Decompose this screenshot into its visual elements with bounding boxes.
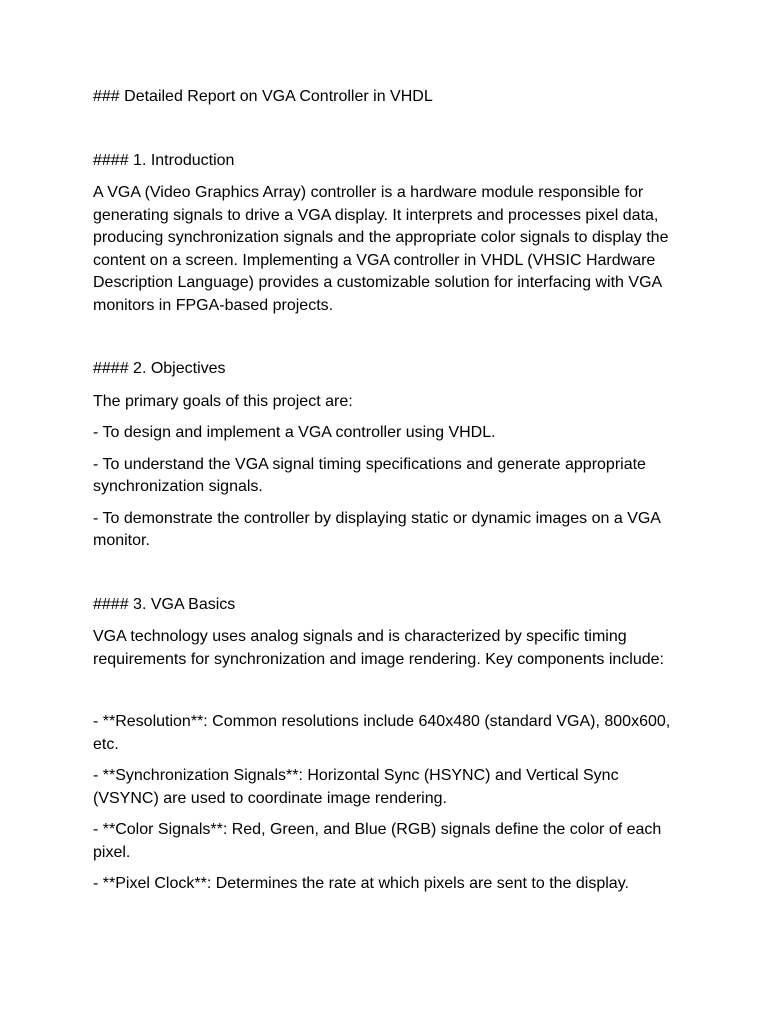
introduction-paragraph: A VGA (Video Graphics Array) controller is a hardware module responsible for generating signals to drive a VGA display. It interprets and processes pixel data, producing synchronization signals and the appropriate color signals to display the content on a screen. Implementing a VGA controller in VHDL (VHSIC Hardware Description Language) provides a customizable solution for interfacing with VGA monitors in FPGA-based projects.: [93, 184, 673, 314]
document-title: ### Detailed Report on VGA Controller in VHDL: [93, 88, 433, 105]
vga-basics-list-item: - **Synchronization Signals**: Horizontal Sync (HSYNC) and Vertical Sync (VSYNC) are used to coordinate image rendering.: [93, 767, 624, 807]
section-heading-introduction: #### 1. Introduction: [93, 151, 235, 169]
objectives-intro-paragraph: The primary goals of this project are:: [93, 392, 353, 410]
vga-basics-list-item: - **Color Signals**: Red, Green, and Blue (RGB) signals define the color of each pixel.: [93, 821, 666, 861]
vga-basics-list-item: - **Resolution**: Common resolutions include 640x480 (standard VGA), 800x600, etc.: [93, 713, 675, 753]
objectives-list-item: - To design and implement a VGA controller using VHDL.: [93, 424, 496, 441]
section-heading-vga-basics: #### 3. VGA Basics: [93, 595, 236, 613]
objectives-list-item: - To demonstrate the controller by displaying static or dynamic images on a VGA monitor.: [93, 509, 665, 549]
document-page: [93, 86, 683, 905]
vga-basics-intro-paragraph: VGA technology uses analog signals and is characterized by specific timing requirements for synchronization and image rendering. Key components include:: [93, 628, 664, 668]
objectives-list-item: - To understand the VGA signal timing specifications and generate appropriate synchronization signals.: [93, 455, 651, 495]
vga-basics-list-item: - **Pixel Clock**: Determines the rate at which pixels are sent to the display.: [93, 875, 629, 892]
section-heading-objectives: #### 2. Objectives: [93, 360, 226, 377]
